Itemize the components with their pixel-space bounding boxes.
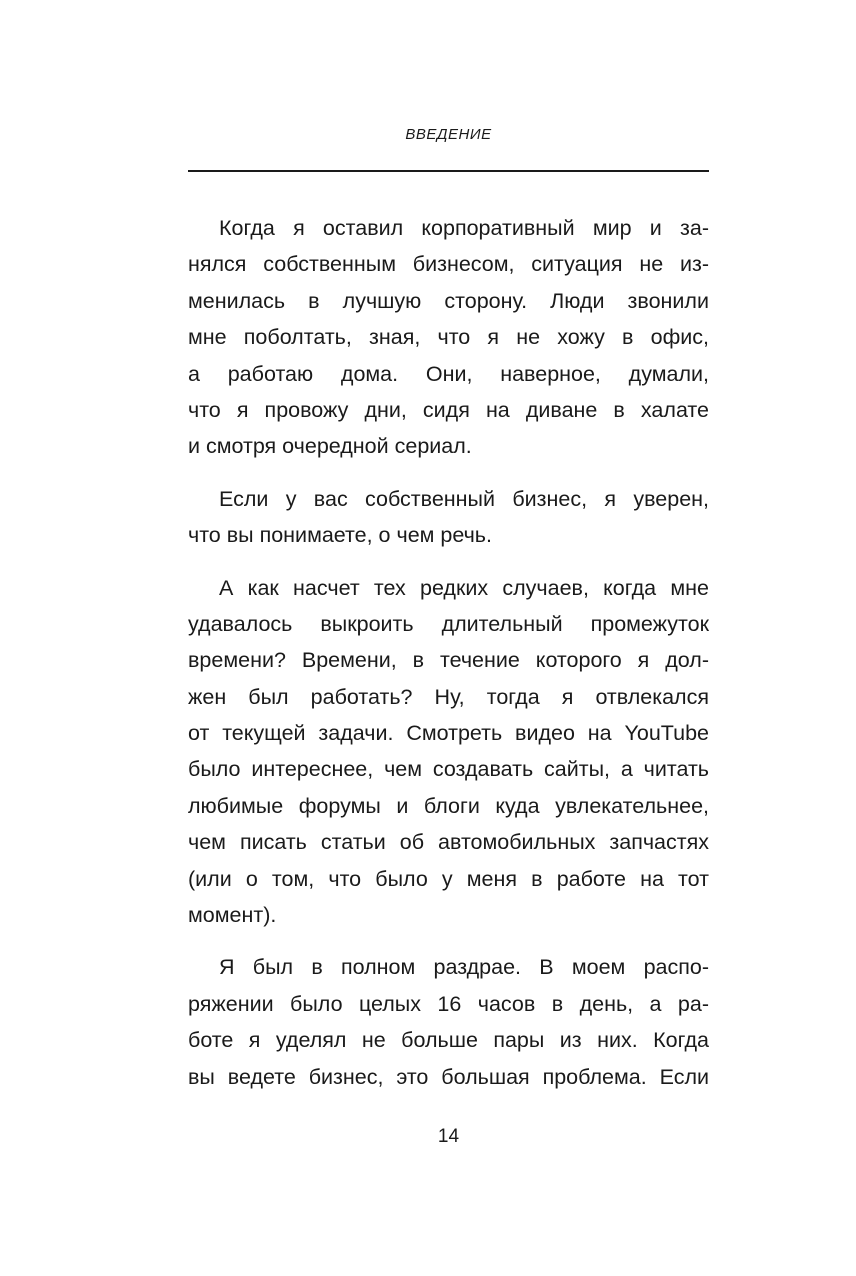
paragraph-3 <box>188 570 709 934</box>
text-line: менилась в лучшую сторону. Люди звонили <box>188 288 709 313</box>
text-line: что я провожу дни, сидя на диване в халате <box>188 397 709 422</box>
text-line: Если у вас собственный бизнес, я уверен, <box>219 486 709 511</box>
text-line: от текущей задачи. Смотреть видео на YouTube <box>188 721 709 746</box>
paragraph-1 <box>188 210 709 465</box>
text-line: и смотря очередной сериал. <box>188 434 472 459</box>
text-line: (или о том, что было у меня в работе на тот <box>188 866 709 891</box>
text-line: а работаю дома. Они, наверное, думали, <box>188 361 709 386</box>
paragraph-4 <box>188 949 709 1095</box>
text-line: времени? Времени, в течение которого я дол- <box>188 648 709 673</box>
running-head: ВВЕДЕНИЕ <box>405 126 492 143</box>
body-text <box>188 210 709 1111</box>
text-line: нялся собственным бизнесом, ситуация не из- <box>188 252 709 277</box>
text-line: ряжении было целых 16 часов в день, а ра- <box>188 991 709 1016</box>
paragraph-2 <box>188 481 709 554</box>
text-line: что вы понимаете, о чем речь. <box>188 523 492 548</box>
header-rule <box>188 170 709 172</box>
text-line: вы ведете бизнес, это большая проблема. Если <box>188 1064 709 1089</box>
text-line: чем писать статьи об автомобильных запчастях <box>188 830 709 855</box>
text-line: Я был в полном раздрае. В моем распо- <box>219 955 709 980</box>
page-number: 14 <box>437 1126 460 1147</box>
text-line: было интереснее, чем создавать сайты, а читать <box>188 757 709 782</box>
text-line: удавалось выкроить длительный промежуток <box>188 611 709 636</box>
text-line: А как насчет тех редких случаев, когда мне <box>219 575 709 600</box>
text-line: Когда я оставил корпоративный мир и за- <box>219 216 709 240</box>
text-line: момент). <box>188 903 277 928</box>
text-line: любимые форумы и блоги куда увлекательнее, <box>188 793 709 818</box>
text-line: боте я уделял не больше пары из них. Когда <box>188 1028 709 1053</box>
text-line: жен был работать? Ну, тогда я отвлекался <box>188 684 709 709</box>
text-line: мне поболтать, зная, что я не хожу в офис, <box>188 325 709 350</box>
